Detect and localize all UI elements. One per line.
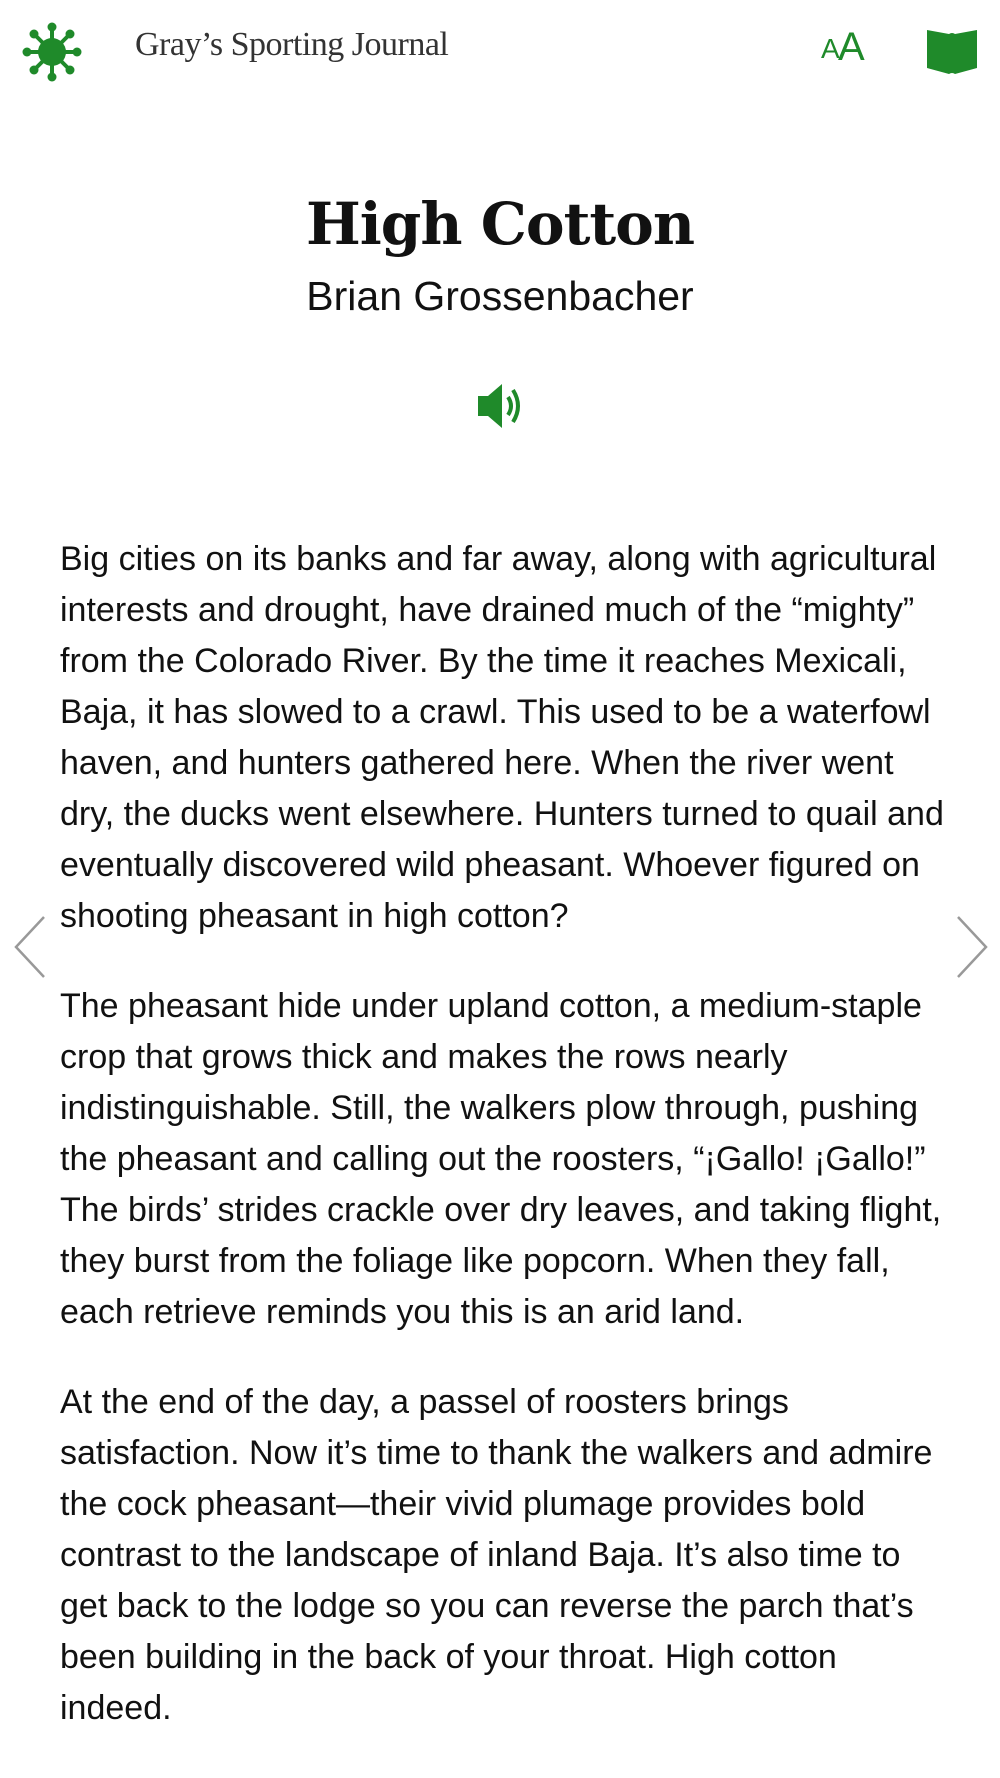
article-author: Brian Grossenbacher — [306, 273, 694, 319]
font-size-large-label: A — [838, 25, 865, 69]
chevron-right-icon[interactable] — [954, 915, 990, 979]
top-bar — [0, 0, 1000, 100]
article-title: High Cotton — [305, 190, 695, 258]
article-header — [0, 180, 1000, 320]
article-paragraph: The pheasant hide under upland cotton, a medium-staple crop that grows thick and makes the rows nearly indistinguishable. Still, the walkers plow through, pushing the pheasant and calling out the roosters, “¡Gallo! ¡Gallo!” The birds’ strides crackle over dry leaves, and taking flight, they burst from the foliage like popcorn. When they fall, each retrieve reminds you this is an arid land. — [60, 987, 942, 1331]
chevron-left-icon[interactable] — [12, 915, 48, 979]
font-size-button[interactable] — [818, 24, 874, 72]
sunburst-logo-icon[interactable] — [22, 22, 82, 82]
article-paragraph: Big cities on its banks and far away, along with agricultural interests and drought, have drained much of the “mighty” from the Colorado River. By the time it reaches Mexicali, Baja, it has slowed to a crawl. This used to be a waterfowl haven, and hunters gathered here. When the river went dry, the ducks went elsewhere. Hunters turned to quail and eventually discovered wild pheasant. Whoever figured on shooting pheasant in high cotton? — [60, 540, 944, 935]
article-body — [60, 534, 950, 1773]
speaker-icon[interactable] — [474, 378, 526, 434]
brand-title: Gray’s Sporting Journal — [135, 26, 449, 63]
article-paragraph: At the end of the day, a passel of roosters brings satisfaction. Now it’s time to thank the walkers and admire the cock pheasant—their vivid plumage provides bold contrast to the landscape of inland Baja. It’s also time to get back to the lodge so you can reverse the parch that’s been building in the back of your throat. High cotton indeed. — [60, 1383, 933, 1727]
open-book-icon[interactable] — [925, 26, 979, 76]
font-size-small-label: A — [821, 33, 840, 64]
